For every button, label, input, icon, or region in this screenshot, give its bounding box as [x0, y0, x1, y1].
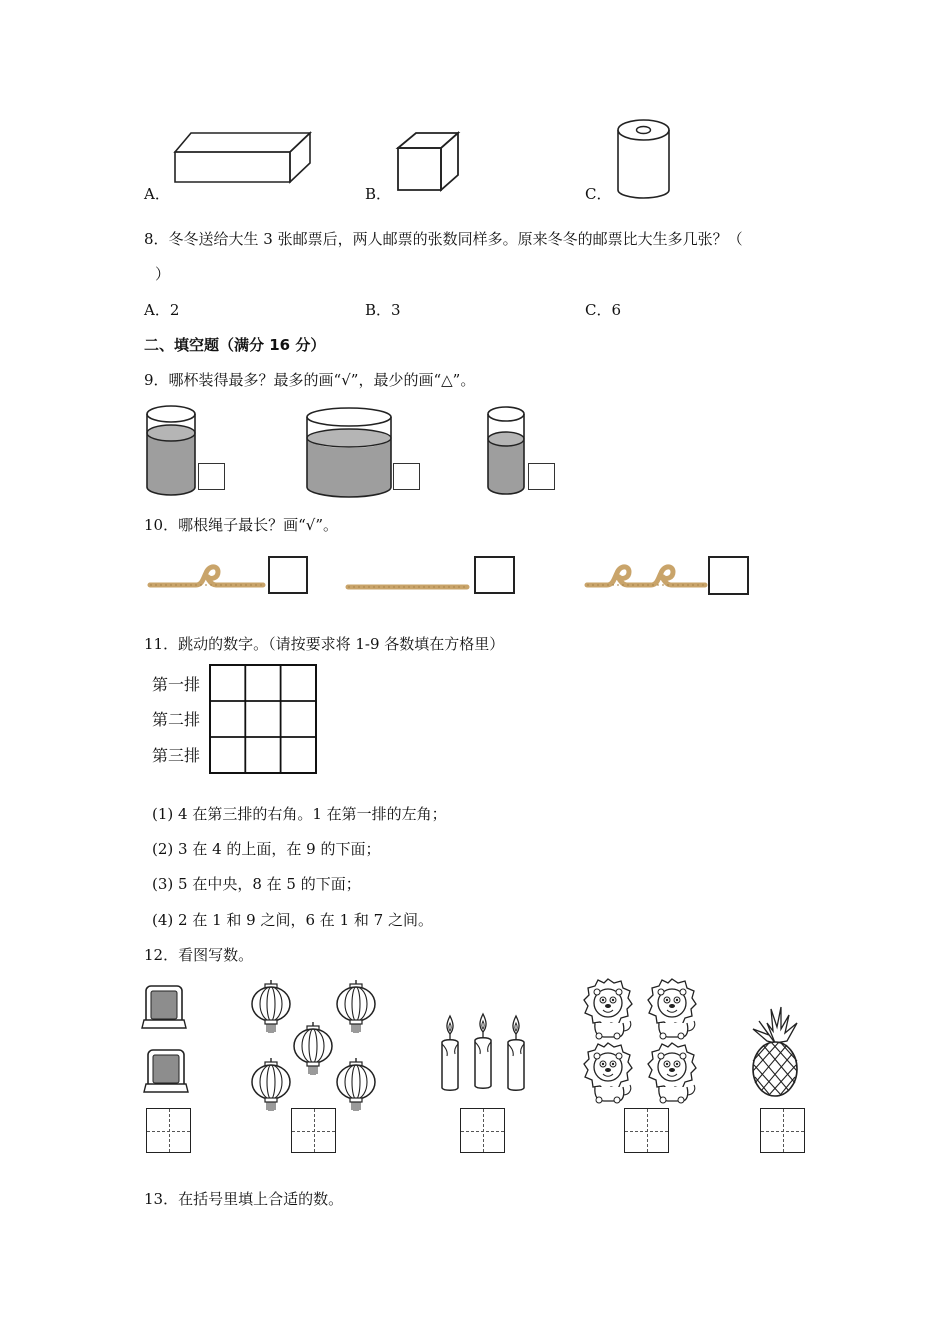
grid-row-label-1: 第一排	[152, 675, 201, 694]
pineapple-picture	[745, 1005, 805, 1100]
cup-wide-middle	[300, 400, 400, 500]
grid-row-label-3: 第三排	[152, 746, 201, 765]
q8-question: 8．冬冬送给大生 3 张邮票后，两人邮票的张数同样多。原来冬冬的邮票比大生多几张？（	[144, 230, 743, 248]
cup-small-left	[140, 400, 200, 500]
q11-clue-1: (1) 4 在第三排的右角。1 在第一排的左角；	[152, 805, 447, 823]
q12-question: 12．看图写数。	[144, 946, 254, 964]
grid-row-label-2: 第二排	[152, 710, 201, 729]
rope-one-loop	[148, 555, 268, 595]
q12-answer-box-3[interactable]	[460, 1108, 505, 1153]
grid-cell-1-1[interactable]	[210, 665, 245, 701]
q12-answer-box-5[interactable]	[760, 1108, 805, 1153]
q12-answer-box-2[interactable]	[291, 1108, 336, 1153]
q7-option-b[interactable]	[365, 130, 485, 205]
section-title: 二、填空题（满分 16 分）	[144, 336, 326, 354]
grid-cell-3-1[interactable]	[210, 737, 245, 773]
lantern-picture-group	[245, 980, 385, 1105]
q12-answer-box-1[interactable]	[146, 1108, 191, 1153]
q12-answer-box-4[interactable]	[624, 1108, 669, 1153]
grid-cell-3-2[interactable]	[245, 737, 280, 773]
q11-clue-3: (3) 5 在中央，8 在 5 的下面；	[152, 875, 361, 893]
q7-option-a[interactable]	[144, 130, 324, 205]
grid-cell-2-3[interactable]	[280, 701, 315, 737]
tablet-picture-group	[140, 980, 200, 1095]
q9-answer-box-2[interactable]	[393, 463, 420, 490]
q9-question: 9．哪杯装得最多？最多的画“√”，最少的画“△”。	[144, 371, 476, 389]
q9-answer-box-3[interactable]	[528, 463, 555, 490]
grid-cell-1-2[interactable]	[245, 665, 280, 701]
q11-question: 11．跳动的数字。（请按要求将 1-9 各数填在方格里）	[144, 635, 505, 653]
grid-cell-2-2[interactable]	[245, 701, 280, 737]
lion-picture-group	[580, 975, 710, 1107]
q10-question: 10．哪根绳子最长？画“√”。	[144, 516, 338, 534]
q8-option-c[interactable]: C．6	[585, 301, 622, 319]
rope-straight	[346, 570, 471, 600]
grid-cell-1-3[interactable]	[280, 665, 315, 701]
grid-cell-2-1[interactable]	[210, 701, 245, 737]
q8-option-a[interactable]: A．2	[144, 301, 180, 319]
q9-answer-box-1[interactable]	[198, 463, 225, 490]
q10-answer-box-1[interactable]	[268, 556, 308, 594]
q8-paren-close: ）	[155, 265, 171, 283]
rope-two-loops	[585, 555, 710, 595]
q7-option-c-label: C．	[585, 185, 612, 203]
candle-picture-group	[438, 1010, 528, 1095]
q8-option-b[interactable]: B．3	[365, 301, 401, 319]
q10-answer-box-2[interactable]	[474, 556, 515, 594]
q11-clue-2: (2) 3 在 4 的上面，在 9 的下面；	[152, 840, 381, 858]
q7-option-c[interactable]	[585, 115, 705, 205]
cuboid-shape	[144, 130, 324, 205]
q13-question: 13．在括号里填上合适的数。	[144, 1190, 344, 1208]
grid-cell-3-3[interactable]	[280, 737, 315, 773]
q7-option-b-label: B．	[365, 185, 392, 203]
q10-answer-box-3[interactable]	[708, 556, 749, 595]
q7-option-a-label: A．	[144, 185, 170, 203]
q11-clue-4: (4) 2 在 1 和 9 之间，6 在 1 和 7 之间。	[152, 911, 433, 929]
